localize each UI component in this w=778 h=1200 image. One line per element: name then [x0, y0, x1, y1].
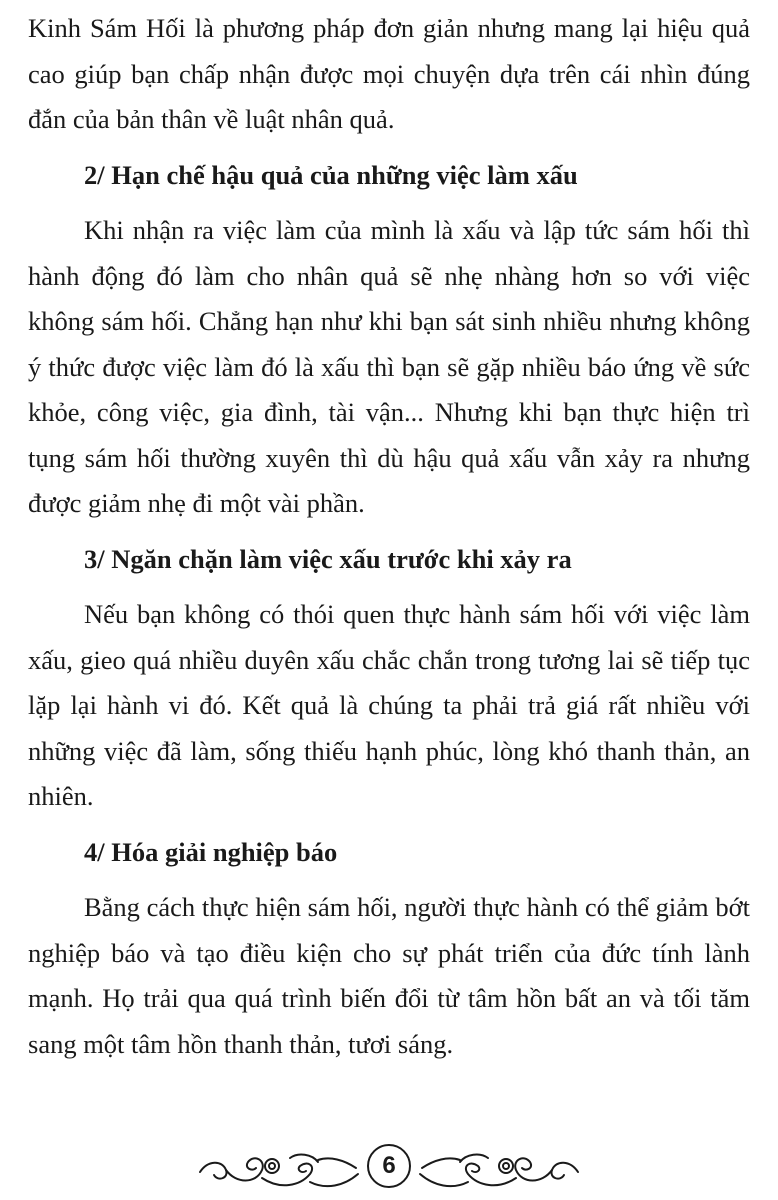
page-number: 6 — [367, 1144, 411, 1188]
section-paragraph-4: Bằng cách thực hiện sám hối, người thực hành có thể giảm bớt nghiệp báo và tạo điều kiện cho sự phát triển của đức tính lành mạnh. Họ trải qua quá trình biến đổi từ tâm hồn bất an và tối tăm sang một tâm hồn thanh thản, tươi sáng. — [28, 892, 750, 1059]
section-paragraph-3: Nếu bạn không có thói quen thực hành sám hối với việc làm xấu, gieo quá nhiều duyên xấu chắc chắn trong tương lai sẽ tiếp tục lặp lại hành vi đó. Kết quả là chúng ta phải trả giá rất nhiều với những việc đã làm, sống thiếu hạnh phúc, lòng khó thanh thản, an nhiên. — [28, 599, 750, 811]
section-paragraph-2: Khi nhận ra việc làm của mình là xấu và lập tức sám hối thì hành động đó làm cho nhân quả sẽ nhẹ nhàng hơn so với việc không sám hối. Chẳng hạn như khi bạn sát sinh nhiều nhưng không ý thức được việc làm đó là xấu thì bạn sẽ gặp nhiều báo ứng về sức khỏe, công việc, gia đình, tài vận... Nhưng khi bạn thực hiện trì tụng sám hối thường xuyên thì dù hậu quả xấu vẫn xảy ra nhưng được giảm nhẹ đi một vài phần. — [28, 215, 750, 518]
intro-paragraph: Kinh Sám Hối là phương pháp đơn giản nhưng mang lại hiệu quả cao giúp bạn chấp nhận được mọi chuyện dựa trên cái nhìn đúng đắn của bản thân về luật nhân quả. — [28, 13, 750, 134]
page-footer — [0, 1138, 778, 1198]
section-heading-4: 4/ Hóa giải nghiệp báo — [84, 836, 338, 867]
section-heading-2: 2/ Hạn chế hậu quả của những việc làm xấu — [84, 159, 578, 190]
section-heading-3: 3/ Ngăn chặn làm việc xấu trước khi xảy ra — [84, 543, 572, 574]
page-content — [28, 6, 750, 1067]
